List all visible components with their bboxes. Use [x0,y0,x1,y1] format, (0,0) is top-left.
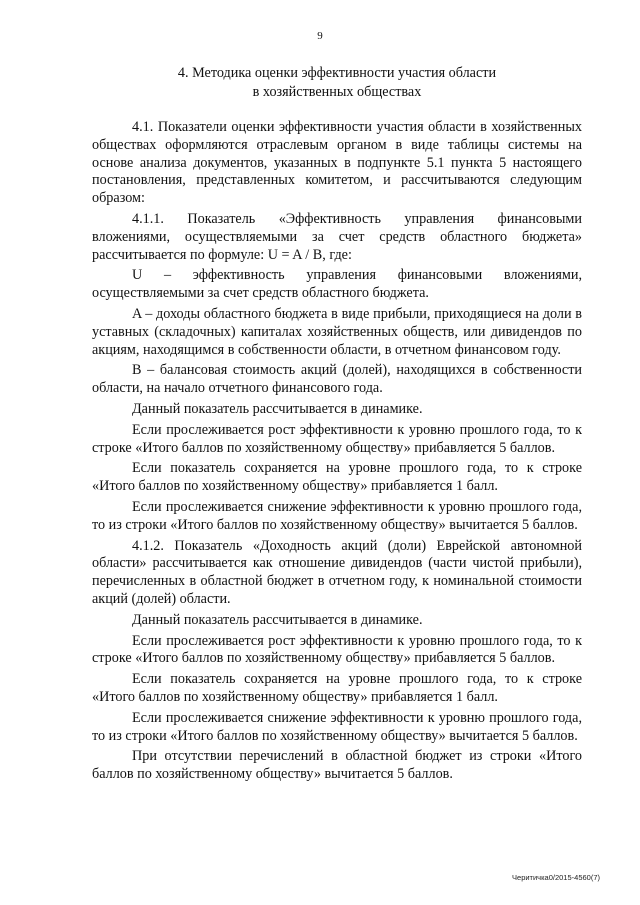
paragraph-4-1-1: 4.1.1. Показатель «Эффективность управления финансовыми вложениями, осуществляемыми за счет средств областного бюджета» рассчитывается по формуле: U = A / B, где: [92,210,582,263]
paragraph-definition-a: A – доходы областного бюджета в виде прибыли, приходящиеся на доли в уставных (складочных) капиталах хозяйственных обществ, или дивидендов по акциям, находящимся в собственности области, в отчетном финансовом году. [92,305,582,358]
paragraph-4-1-2: 4.1.2. Показатель «Доходность акций (доли) Еврейской автономной области» рассчитывается как отношение дивидендов (части чистой прибыли), перечисленных в областной бюджет в отчетном году, к номинальной стоимости акций (долей) области. [92,537,582,607]
paragraph-dynamics-note: Данный показатель рассчитывается в динамике. [132,611,423,628]
section-title [92,64,582,102]
paragraph-stable-rule: Если показатель сохраняется на уровне прошлого года, то к строке «Итого баллов по хозяйственному обществу» прибавляется 1 балл. [92,460,582,495]
section-title-line-1: 4. Методика оценки эффективности участия области [177,65,497,81]
page-number: 9 [317,30,323,42]
document-body [92,119,582,787]
paragraph-stable-rule: Если показатель сохраняется на уровне прошлого года, то к строке «Итого баллов по хозяйственному обществу» прибавляется 1 балл. [92,671,582,705]
paragraph-definition-u: U – эффективность управления финансовыми вложениями, осуществляемыми за счет средств областного бюджета. [92,267,582,302]
paragraph-growth-rule: Если прослеживается рост эффективности к уровню прошлого года, то к строке «Итого баллов по хозяйственному обществу» прибавляется 5 баллов. [92,632,582,667]
paragraph-decline-rule: Если прослеживается снижение эффективности к уровню прошлого года, то из строки «Итого баллов по хозяйственному обществу» вычитается 5 баллов. [92,709,582,744]
paragraph-4-1: 4.1. Показатели оценки эффективности участия области в хозяйственных обществах оформляются отраслевым органом в виде таблицы системы на основе анализа документов, указанных в подпункте 5.1 пункта 5 настоящего постановления, представленных комитетом, и рассчитываются следующим образом: [92,119,582,207]
paragraph-growth-rule: Если прослеживается рост эффективности к уровню прошлого года, то к строке «Итого баллов по хозяйственному обществу» прибавляется 5 баллов. [92,421,582,456]
paragraph-decline-rule: Если прослеживается снижение эффективности к уровню прошлого года, то из строки «Итого баллов по хозяйственному обществу» вычитается 5 баллов. [92,498,582,533]
paragraph-no-transfer-rule: При отсутствии перечислений в областной бюджет из строки «Итого баллов по хозяйственному обществу» вычитается 5 баллов. [92,748,582,783]
section-title-line-2: в хозяйственных обществах [252,84,422,100]
paragraph-definition-b: B – балансовая стоимость акций (долей), находящихся в собственности области, на начало отчетного финансового года. [92,362,582,397]
paragraph-dynamics-note: Данный показатель рассчитывается в динамике. [132,400,423,417]
document-footer-code: Черитичка0/2015-4560(7) [512,873,600,882]
